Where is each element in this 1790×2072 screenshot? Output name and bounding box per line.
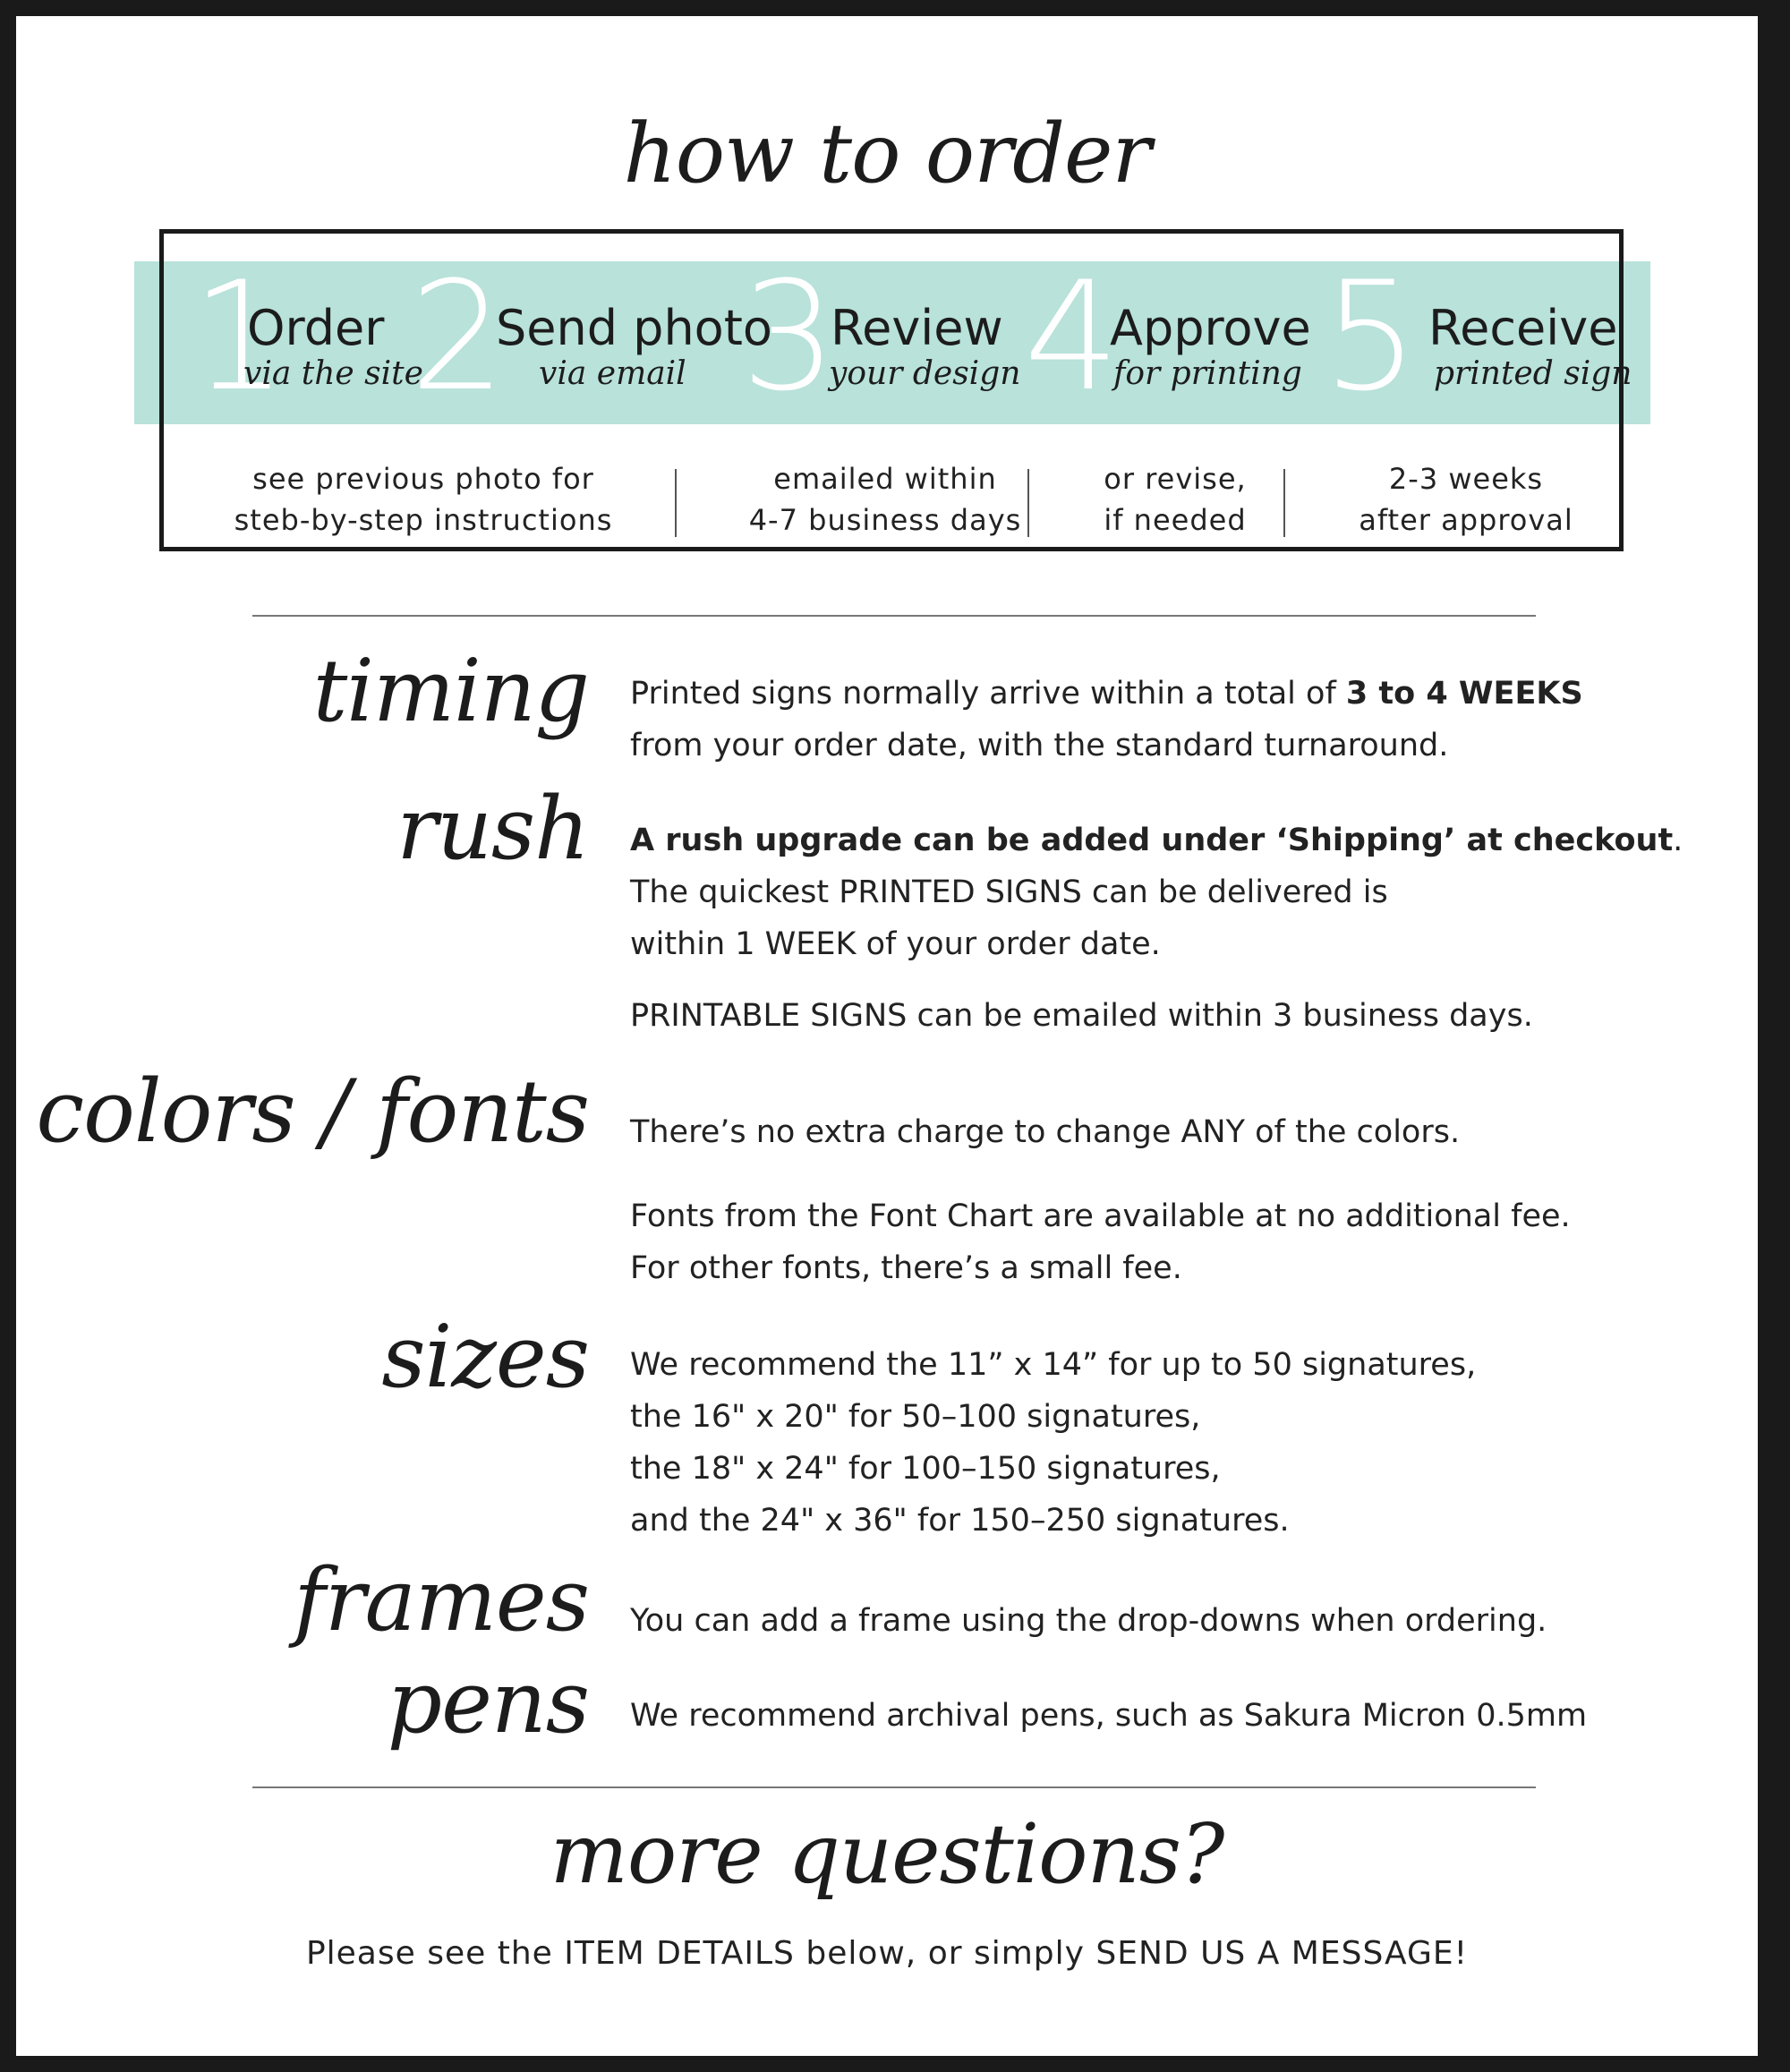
step-sub: your design: [829, 355, 1021, 392]
step-label: Receive: [1428, 300, 1618, 356]
section-label-colors-fonts: colors / fonts: [36, 1062, 589, 1162]
section-text-frames: You can add a frame using the drop-downs when ordering.: [630, 1603, 1547, 1639]
section-label-rush: rush: [396, 779, 589, 879]
note-divider: [1027, 469, 1029, 537]
note-receive: 2-3 weeks after approval: [1359, 462, 1573, 537]
step-sub: via the site: [243, 355, 423, 392]
note-approve: or revise, if needed: [1104, 462, 1247, 537]
step-label: Order: [247, 300, 385, 356]
section-text-timing: Printed signs normally arrive within a total of 3 to 4 WEEKS from your order date, with the standard turnaround.: [630, 676, 1583, 763]
note-order: see previous photo for steb-by-step instructions: [234, 462, 613, 537]
step-sub: for printing: [1113, 355, 1302, 392]
section-label-sizes: sizes: [381, 1307, 589, 1407]
divider-bottom: [252, 1786, 1536, 1788]
step-number: 4: [1024, 249, 1120, 424]
step-number: 2: [410, 249, 506, 424]
note-divider: [675, 469, 677, 537]
step-number: 1: [192, 249, 287, 424]
note-divider: [1283, 469, 1285, 537]
step-label: Approve: [1110, 300, 1311, 356]
page: [16, 16, 1758, 2056]
step-number: 3: [741, 249, 837, 424]
section-label-pens: pens: [387, 1652, 589, 1752]
footer-message: Please see the ITEM DETAILS below, or simply SEND US A MESSAGE!: [305, 1935, 1469, 1972]
section-text-pens: We recommend archival pens, such as Sakura Micron 0.5mm: [630, 1698, 1588, 1734]
section-text-sizes: We recommend the 11” x 14” for up to 50 signatures, the 16" x 20" for 50–100 signatures, the 18" x 24" for 100–150 signatures, and the 24" x 36" for 150–250 signatures.: [630, 1347, 1477, 1539]
step-number: 5: [1323, 249, 1419, 424]
step-sub: via email: [539, 355, 686, 392]
page-title: how to order: [623, 106, 1151, 201]
section-label-timing: timing: [312, 641, 589, 741]
step-sub: printed sign: [1434, 355, 1632, 392]
step-label: Review: [831, 300, 1003, 356]
section-text-rush: A rush upgrade can be added under ‘Shipping’ at checkout. The quickest PRINTED SIGNS can be delivered is within 1 WEEK of your order date. PRINTABLE SIGNS can be emailed within 3 business days.: [630, 823, 1683, 1034]
questions-title: more questions?: [550, 1806, 1224, 1902]
note-review: emailed within 4-7 business days: [748, 462, 1022, 537]
section-text-colors-fonts: There’s no extra charge to change ANY of the colors. Fonts from the Font Chart are available at no additional fee. For other fonts, there’s a small fee.: [630, 1114, 1571, 1286]
divider-top: [252, 615, 1536, 617]
step-label: Send photo: [496, 300, 772, 356]
section-label-frames: frames: [294, 1550, 589, 1650]
